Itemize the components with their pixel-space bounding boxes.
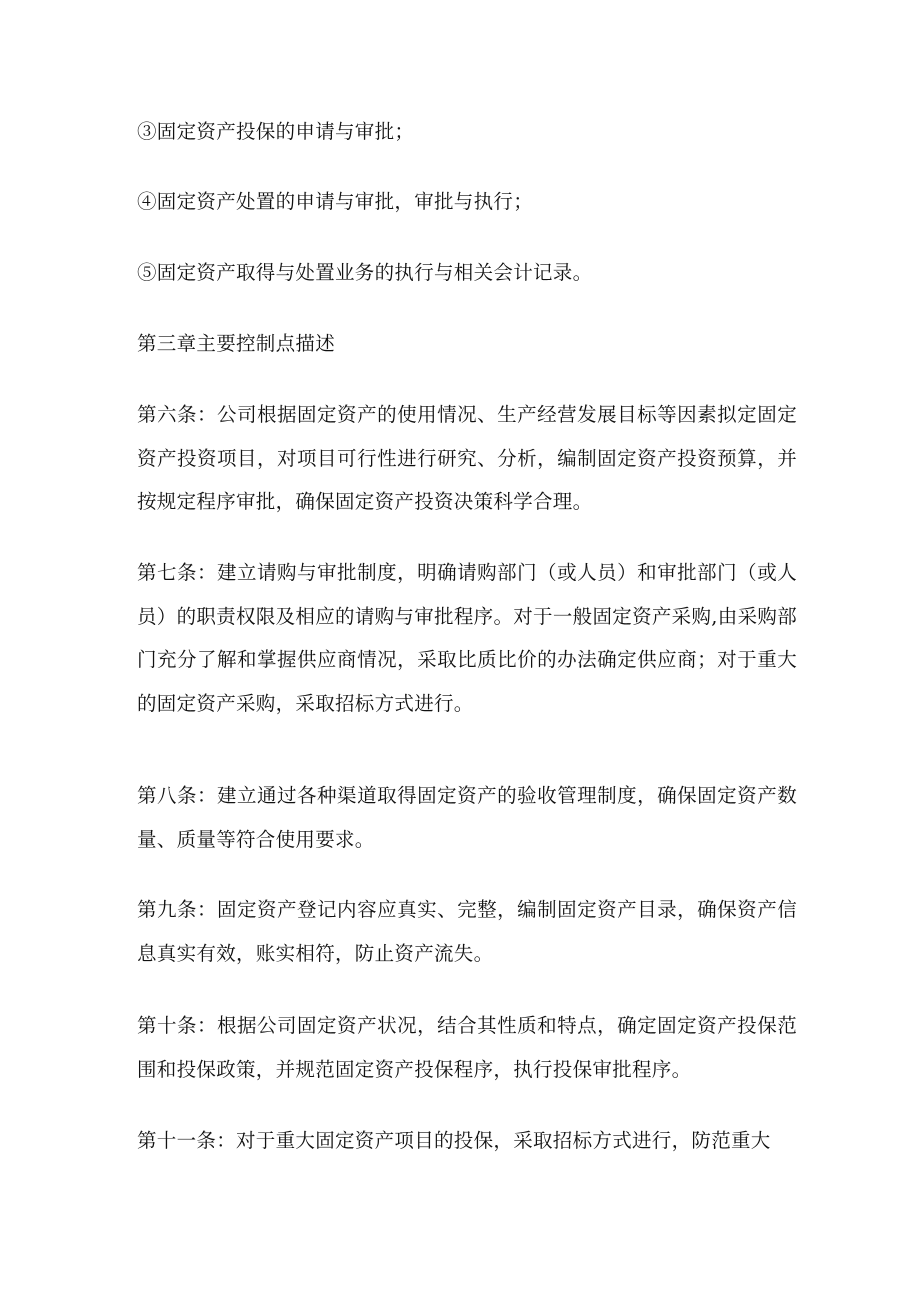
list-item-insurance-approval: ③固定资产投保的申请与审批； — [137, 120, 415, 143]
article-7: 第七条：建立请购与审批制度，明确请购部门（或人员）和审批部门（或人员）的职责权限及相应的请购与审批程序。对于一般固定资产采购,由采购部门充分了解和掌握供应商情况，采取比质比价的办法确定供应商；对于重大的固定资产采购，采取招标方式进行。 — [137, 561, 797, 715]
article-9: 第九条：固定资产登记内容应真实、完整，编制固定资产目录，确保资产信息真实有效，账实相符，防止资产流失。 — [137, 898, 797, 965]
list-item-disposal-approval: ④固定资产处置的申请与审批，审批与执行； — [137, 190, 534, 213]
chapter-heading: 第三章主要控制点描述 — [137, 332, 336, 355]
list-item-acquisition-execution: ⑤固定资产取得与处置业务的执行与相关会计记录。 — [137, 261, 593, 284]
article-10: 第十条：根据公司固定资产状况，结合其性质和特点，确定固定资产投保范围和投保政策，并规范固定资产投保程序，执行投保审批程序。 — [137, 1014, 797, 1081]
article-6: 第六条：公司根据固定资产的使用情况、生产经营发展目标等因素拟定固定资产投资项目，对项目可行性进行研究、分析，编制固定资产投资预算，并按规定程序审批，确保固定资产投资决策科学合理。 — [137, 403, 797, 513]
article-8: 第八条：建立通过各种渠道取得固定资产的验收管理制度，确保固定资产数量、质量等符合使用要求。 — [137, 784, 797, 851]
article-11: 第十一条：对于重大固定资产项目的投保，采取招标方式进行，防范重大 — [137, 1129, 771, 1152]
